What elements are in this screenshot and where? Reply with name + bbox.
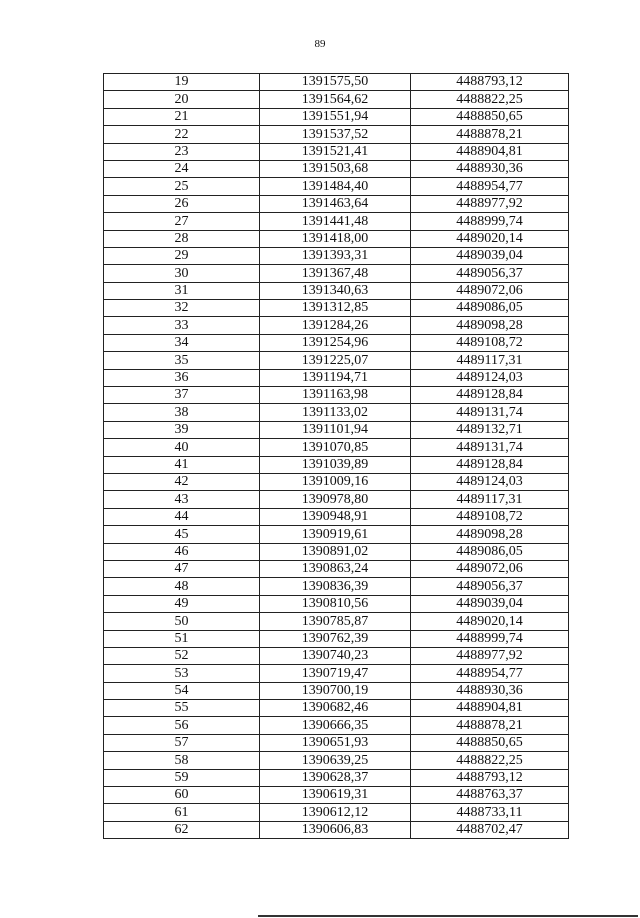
point-number-cell: 32 — [104, 300, 260, 317]
point-number-cell: 45 — [104, 526, 260, 543]
x-coordinate-cell: 1391284,26 — [260, 317, 411, 334]
point-number-cell: 20 — [104, 91, 260, 108]
table-row — [104, 178, 569, 195]
x-coordinate-cell: 1391225,07 — [260, 352, 411, 369]
y-coordinate-cell: 4489117,31 — [411, 352, 569, 369]
point-number-cell: 36 — [104, 369, 260, 386]
y-coordinate-cell: 4489098,28 — [411, 526, 569, 543]
y-coordinate-cell: 4489131,74 — [411, 404, 569, 421]
point-number-cell: 38 — [104, 404, 260, 421]
y-coordinate-cell: 4489098,28 — [411, 317, 569, 334]
x-coordinate-cell: 1391441,48 — [260, 213, 411, 230]
x-coordinate-cell: 1390863,24 — [260, 560, 411, 577]
y-coordinate-cell: 4488904,81 — [411, 700, 569, 717]
y-coordinate-cell: 4489072,06 — [411, 282, 569, 299]
table-row — [104, 439, 569, 456]
x-coordinate-cell: 1391163,98 — [260, 387, 411, 404]
table-row — [104, 143, 569, 160]
table-row — [104, 404, 569, 421]
x-coordinate-cell: 1390700,19 — [260, 682, 411, 699]
point-number-cell: 53 — [104, 665, 260, 682]
x-coordinate-cell: 1390919,61 — [260, 526, 411, 543]
point-number-cell: 54 — [104, 682, 260, 699]
x-coordinate-cell: 1390978,80 — [260, 491, 411, 508]
x-coordinate-cell: 1390719,47 — [260, 665, 411, 682]
point-number-cell: 59 — [104, 769, 260, 786]
table-row — [104, 560, 569, 577]
table-row — [104, 508, 569, 525]
y-coordinate-cell: 4489132,71 — [411, 421, 569, 438]
point-number-cell: 35 — [104, 352, 260, 369]
x-coordinate-cell: 1391009,16 — [260, 473, 411, 490]
y-coordinate-cell: 4488763,37 — [411, 787, 569, 804]
point-number-cell: 47 — [104, 560, 260, 577]
table-row — [104, 700, 569, 717]
x-coordinate-cell: 1390651,93 — [260, 734, 411, 751]
y-coordinate-cell: 4489131,74 — [411, 439, 569, 456]
x-coordinate-cell: 1391070,85 — [260, 439, 411, 456]
y-coordinate-cell: 4489086,05 — [411, 543, 569, 560]
y-coordinate-cell: 4489086,05 — [411, 300, 569, 317]
x-coordinate-cell: 1390785,87 — [260, 613, 411, 630]
table-row — [104, 213, 569, 230]
table-row — [104, 734, 569, 751]
y-coordinate-cell: 4489108,72 — [411, 334, 569, 351]
table-row — [104, 352, 569, 369]
y-coordinate-cell: 4488878,21 — [411, 126, 569, 143]
x-coordinate-cell: 1391484,40 — [260, 178, 411, 195]
point-number-cell: 34 — [104, 334, 260, 351]
x-coordinate-cell: 1391564,62 — [260, 91, 411, 108]
point-number-cell: 56 — [104, 717, 260, 734]
y-coordinate-cell: 4489039,04 — [411, 247, 569, 264]
point-number-cell: 30 — [104, 265, 260, 282]
y-coordinate-cell: 4489117,31 — [411, 491, 569, 508]
x-coordinate-cell: 1391575,50 — [260, 74, 411, 91]
x-coordinate-cell: 1390740,23 — [260, 647, 411, 664]
y-coordinate-cell: 4488702,47 — [411, 821, 569, 838]
x-coordinate-cell: 1390891,02 — [260, 543, 411, 560]
table-row — [104, 230, 569, 247]
y-coordinate-cell: 4488878,21 — [411, 717, 569, 734]
table-row — [104, 195, 569, 212]
y-coordinate-cell: 4489124,03 — [411, 473, 569, 490]
point-number-cell: 55 — [104, 700, 260, 717]
table-row — [104, 578, 569, 595]
y-coordinate-cell: 4488822,25 — [411, 91, 569, 108]
x-coordinate-cell: 1390628,37 — [260, 769, 411, 786]
table-row — [104, 160, 569, 177]
point-number-cell: 25 — [104, 178, 260, 195]
y-coordinate-cell: 4488930,36 — [411, 682, 569, 699]
table-row — [104, 282, 569, 299]
point-number-cell: 60 — [104, 787, 260, 804]
table-row — [104, 630, 569, 647]
y-coordinate-cell: 4488930,36 — [411, 160, 569, 177]
x-coordinate-cell: 1391537,52 — [260, 126, 411, 143]
point-number-cell: 26 — [104, 195, 260, 212]
y-coordinate-cell: 4488999,74 — [411, 630, 569, 647]
table-row — [104, 665, 569, 682]
x-coordinate-cell: 1390666,35 — [260, 717, 411, 734]
table-row — [104, 456, 569, 473]
point-number-cell: 48 — [104, 578, 260, 595]
page-number: 89 — [314, 38, 326, 50]
table-row — [104, 387, 569, 404]
point-number-cell: 33 — [104, 317, 260, 334]
table-row — [104, 74, 569, 91]
y-coordinate-cell: 4489124,03 — [411, 369, 569, 386]
table-row — [104, 804, 569, 821]
x-coordinate-cell: 1391194,71 — [260, 369, 411, 386]
y-coordinate-cell: 4488850,65 — [411, 108, 569, 125]
table-row — [104, 91, 569, 108]
table-row — [104, 682, 569, 699]
table-row — [104, 717, 569, 734]
x-coordinate-cell: 1391340,63 — [260, 282, 411, 299]
point-number-cell: 21 — [104, 108, 260, 125]
point-number-cell: 22 — [104, 126, 260, 143]
y-coordinate-cell: 4488733,11 — [411, 804, 569, 821]
point-number-cell: 57 — [104, 734, 260, 751]
point-number-cell: 27 — [104, 213, 260, 230]
y-coordinate-cell: 4488977,92 — [411, 195, 569, 212]
point-number-cell: 61 — [104, 804, 260, 821]
point-number-cell: 46 — [104, 543, 260, 560]
point-number-cell: 37 — [104, 387, 260, 404]
y-coordinate-cell: 4488977,92 — [411, 647, 569, 664]
y-coordinate-cell: 4488954,77 — [411, 665, 569, 682]
x-coordinate-cell: 1391393,31 — [260, 247, 411, 264]
point-number-cell: 50 — [104, 613, 260, 630]
point-number-cell: 31 — [104, 282, 260, 299]
point-number-cell: 29 — [104, 247, 260, 264]
table-row — [104, 421, 569, 438]
point-number-cell: 58 — [104, 752, 260, 769]
x-coordinate-cell: 1391039,89 — [260, 456, 411, 473]
point-number-cell: 40 — [104, 439, 260, 456]
point-number-cell: 23 — [104, 143, 260, 160]
table-row — [104, 752, 569, 769]
x-coordinate-cell: 1390639,25 — [260, 752, 411, 769]
table-row — [104, 369, 569, 386]
table-row — [104, 787, 569, 804]
y-coordinate-cell: 4489020,14 — [411, 613, 569, 630]
y-coordinate-cell: 4488822,25 — [411, 752, 569, 769]
x-coordinate-cell: 1391503,68 — [260, 160, 411, 177]
coordinate-table-body — [104, 74, 569, 839]
y-coordinate-cell: 4489128,84 — [411, 387, 569, 404]
x-coordinate-cell: 1390619,31 — [260, 787, 411, 804]
point-number-cell: 41 — [104, 456, 260, 473]
x-coordinate-cell: 1390682,46 — [260, 700, 411, 717]
y-coordinate-cell: 4489020,14 — [411, 230, 569, 247]
table-row — [104, 595, 569, 612]
table-row — [104, 300, 569, 317]
point-number-cell: 49 — [104, 595, 260, 612]
x-coordinate-cell: 1391463,64 — [260, 195, 411, 212]
x-coordinate-cell: 1390810,56 — [260, 595, 411, 612]
y-coordinate-cell: 4488793,12 — [411, 769, 569, 786]
x-coordinate-cell: 1390836,39 — [260, 578, 411, 595]
y-coordinate-cell: 4489072,06 — [411, 560, 569, 577]
y-coordinate-cell: 4488904,81 — [411, 143, 569, 160]
point-number-cell: 24 — [104, 160, 260, 177]
y-coordinate-cell: 4488793,12 — [411, 74, 569, 91]
point-number-cell: 39 — [104, 421, 260, 438]
point-number-cell: 42 — [104, 473, 260, 490]
x-coordinate-cell: 1391367,48 — [260, 265, 411, 282]
table-row — [104, 769, 569, 786]
coordinate-table — [103, 73, 569, 839]
x-coordinate-cell: 1391254,96 — [260, 334, 411, 351]
x-coordinate-cell: 1390606,83 — [260, 821, 411, 838]
x-coordinate-cell: 1391418,00 — [260, 230, 411, 247]
table-row — [104, 334, 569, 351]
table-row — [104, 473, 569, 490]
point-number-cell: 43 — [104, 491, 260, 508]
table-row — [104, 317, 569, 334]
point-number-cell: 44 — [104, 508, 260, 525]
point-number-cell: 28 — [104, 230, 260, 247]
y-coordinate-cell: 4488850,65 — [411, 734, 569, 751]
y-coordinate-cell: 4488999,74 — [411, 213, 569, 230]
y-coordinate-cell: 4489056,37 — [411, 578, 569, 595]
table-row — [104, 647, 569, 664]
table-row — [104, 126, 569, 143]
y-coordinate-cell: 4489039,04 — [411, 595, 569, 612]
table-row — [104, 526, 569, 543]
y-coordinate-cell: 4489108,72 — [411, 508, 569, 525]
point-number-cell: 19 — [104, 74, 260, 91]
y-coordinate-cell: 4488954,77 — [411, 178, 569, 195]
x-coordinate-cell: 1390762,39 — [260, 630, 411, 647]
table-row — [104, 821, 569, 838]
table-row — [104, 543, 569, 560]
x-coordinate-cell: 1391133,02 — [260, 404, 411, 421]
point-number-cell: 51 — [104, 630, 260, 647]
table-row — [104, 613, 569, 630]
table-row — [104, 265, 569, 282]
x-coordinate-cell: 1391551,94 — [260, 108, 411, 125]
table-row — [104, 108, 569, 125]
table-row — [104, 491, 569, 508]
x-coordinate-cell: 1390948,91 — [260, 508, 411, 525]
x-coordinate-cell: 1391101,94 — [260, 421, 411, 438]
y-coordinate-cell: 4489128,84 — [411, 456, 569, 473]
x-coordinate-cell: 1390612,12 — [260, 804, 411, 821]
page-bottom-edge — [258, 915, 638, 917]
y-coordinate-cell: 4489056,37 — [411, 265, 569, 282]
point-number-cell: 52 — [104, 647, 260, 664]
x-coordinate-cell: 1391312,85 — [260, 300, 411, 317]
table-row — [104, 247, 569, 264]
point-number-cell: 62 — [104, 821, 260, 838]
x-coordinate-cell: 1391521,41 — [260, 143, 411, 160]
